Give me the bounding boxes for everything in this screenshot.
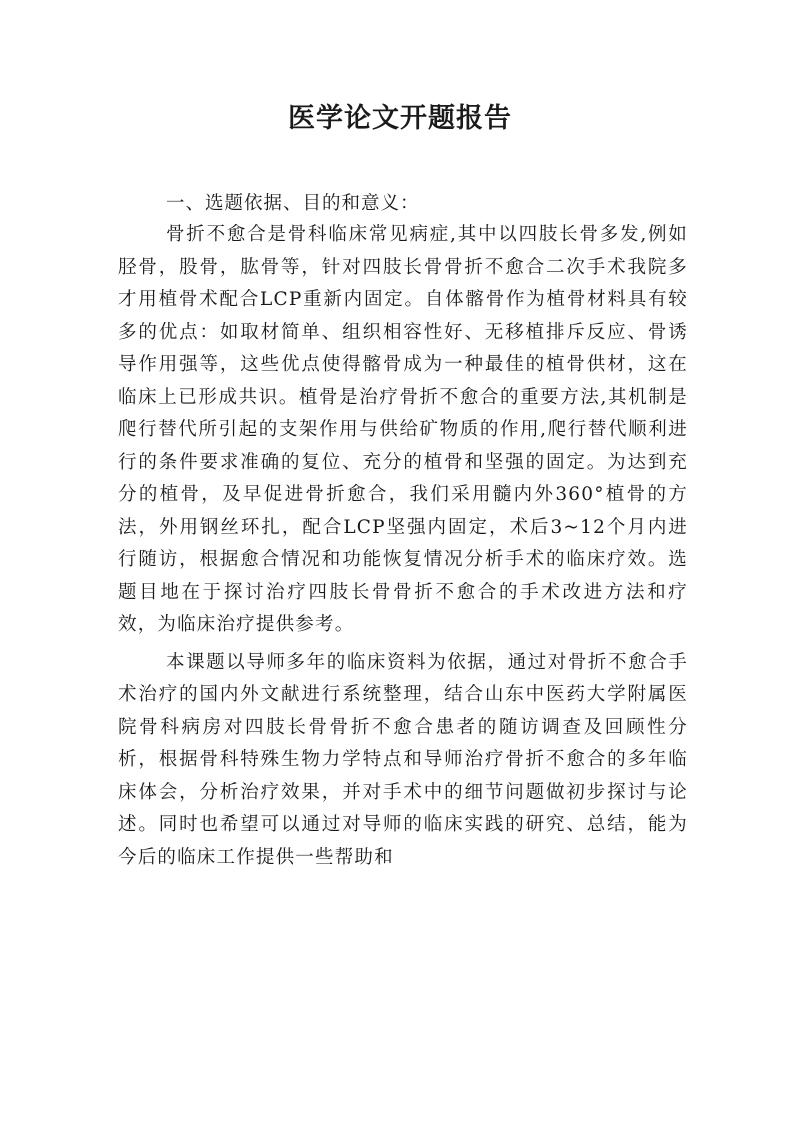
paragraph-2: 本课题以导师多年的临床资料为依据，通过对骨折不愈合手术治疗的国内外文献进行系统整理，结合山东中医药大学附属医院骨科病房对四肢长骨骨折不愈合患者的随访调查及回顾性分析，根据骨科特殊生物力学特点和导师治疗骨折不愈合的多年临床体会，分析治疗效果，并对手术中的细节问题做初步探讨与论述。同时也希望可以通过对导师的临床实践的研究、总结，能为今后的临床工作提供一些帮助和 (118, 651, 688, 868)
document-body (118, 188, 688, 874)
section-heading: 一、选题依据、目的和意义： (166, 193, 420, 214)
document-title: 医学论文开题报告 (288, 103, 512, 134)
paragraph-1: 骨折不愈合是骨科临床常见病症,其中以四肢长骨多发,例如胫骨，股骨，肱骨等，针对四肢长骨骨折不愈合二次手术我院多才用植骨术配合LCP重新内固定。自体髂骨作为植骨材料具有较多的优点：如取材简单、组织相容性好、无移植排斥反应、骨诱导作用强等，这些优点使得髂骨成为一种最佳的植骨供材，这在临床上已形成共识。植骨是治疗骨折不愈合的重要方法,其机制是爬行替代所引起的支架作用与供给矿物质的作用,爬行替代顺利进行的条件要求准确的复位、充分的植骨和坚强的固定。为达到充分的植骨，及早促进骨折愈合，我们采用髓内外360°植骨的方法，外用钢丝环扎，配合LCP坚强内固定，术后3~12个月内进行随访，根据愈合情况和功能恢复情况分析手术的临床疗效。选题目地在于探讨治疗四肢长骨骨折不愈合的手术改进方法和疗效，为临床治疗提供参考。 (118, 224, 688, 635)
